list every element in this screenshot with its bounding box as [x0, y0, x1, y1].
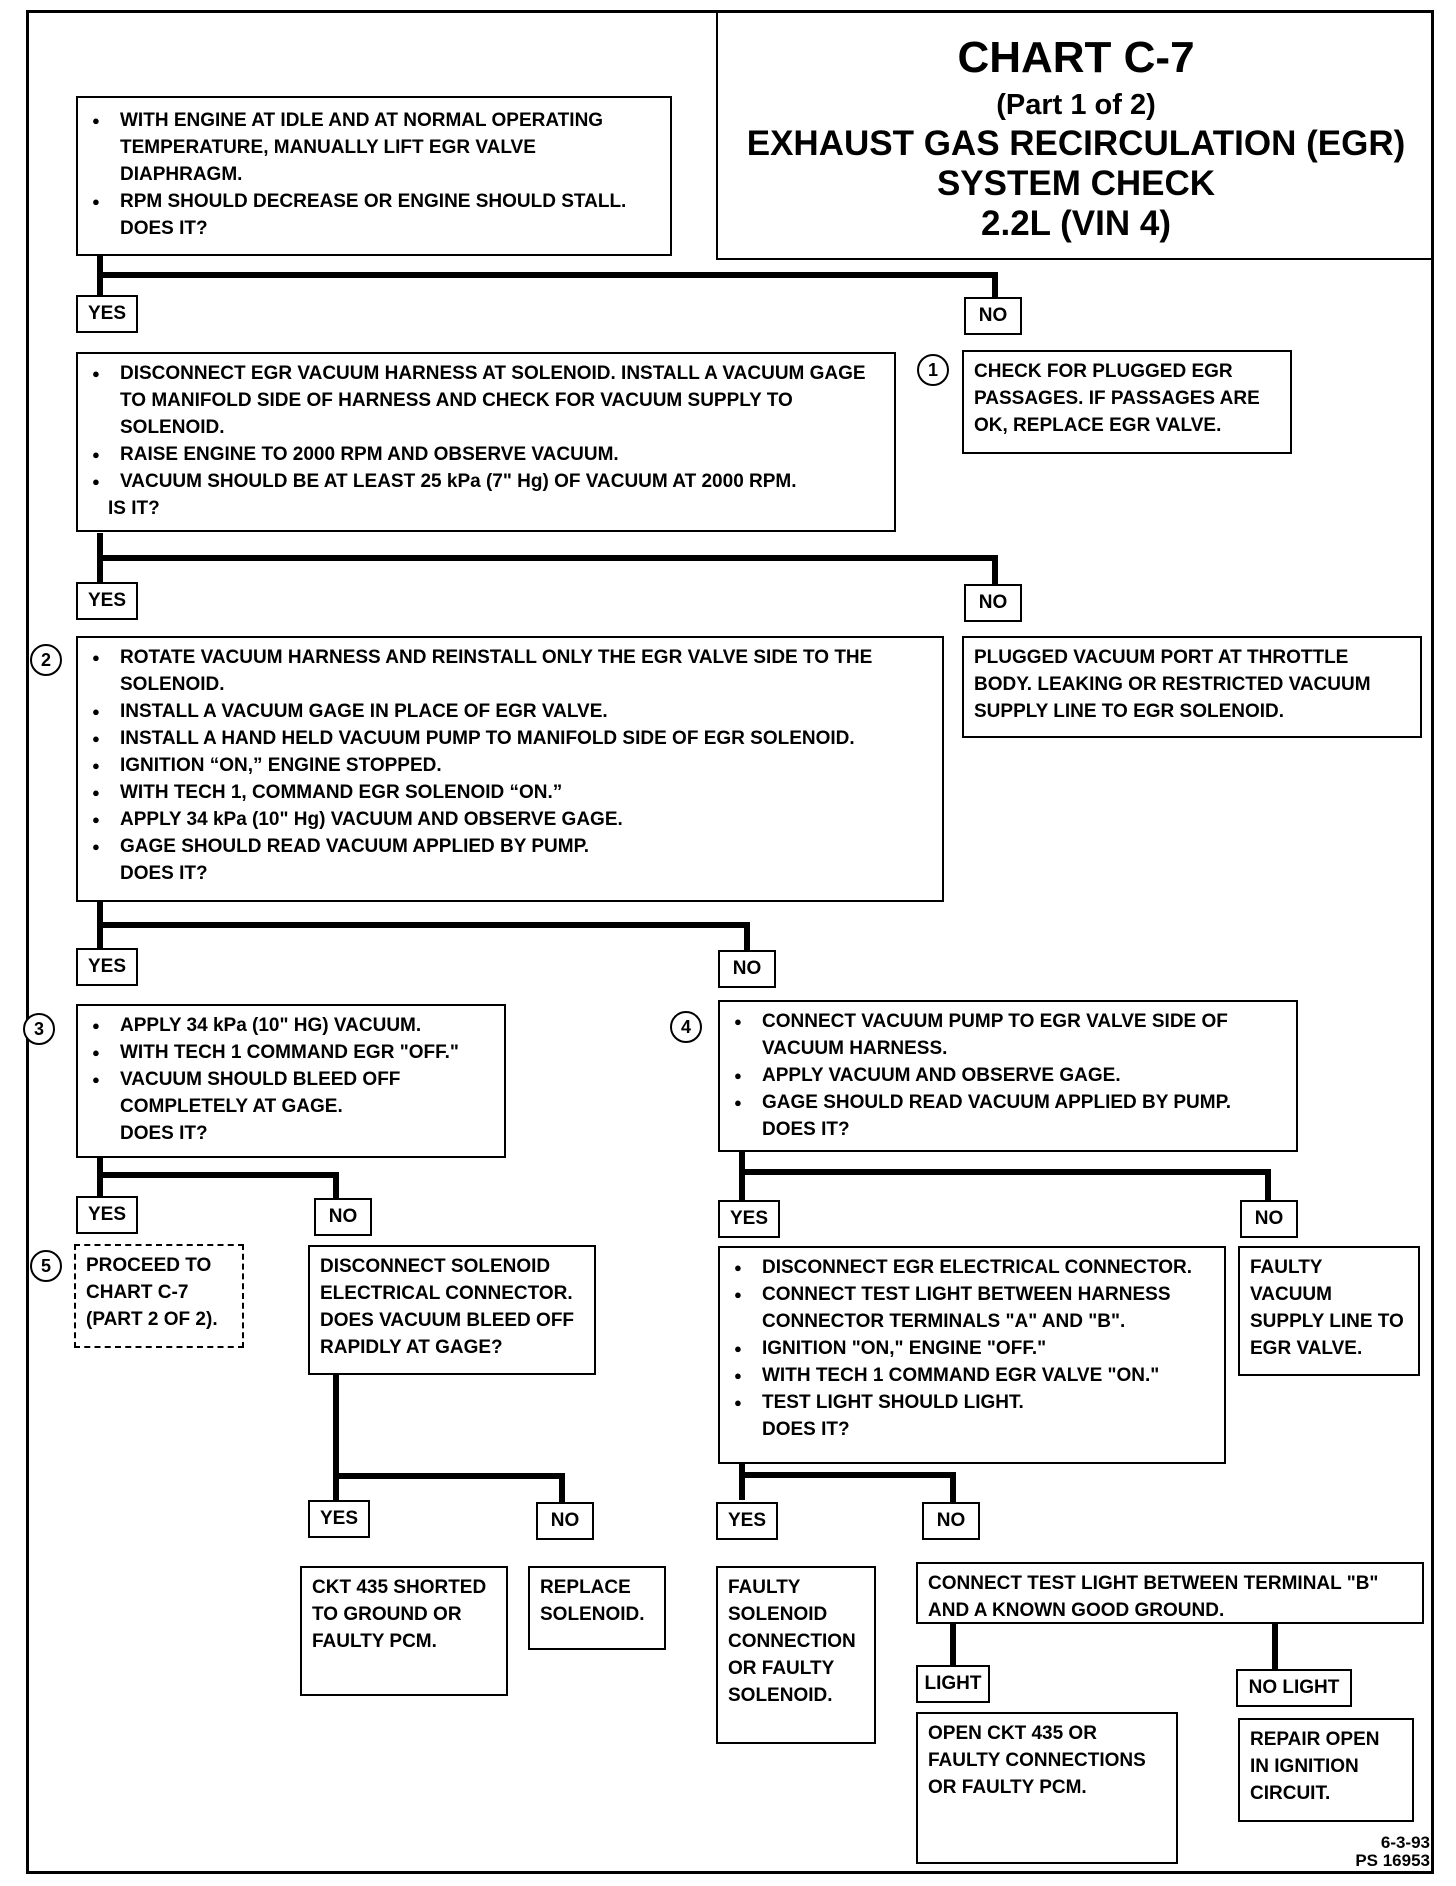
result-text: OPEN CKT 435 OR FAULTY CONNECTIONS OR FAULTY PCM. [928, 1723, 1146, 1798]
result-text: FAULTY VACUUM SUPPLY LINE TO EGR VALVE. [1250, 1257, 1404, 1359]
step-test-light-harness [718, 1246, 1226, 1464]
step-item: ● APPLY 34 kPa (10" Hg) VACUUM AND OBSERVE GAGE. [88, 806, 932, 833]
chart-title-line3: 2.2L (VIN 4) [981, 204, 1171, 243]
step-item: ● CONNECT VACUUM PUMP TO EGR VALVE SIDE OF VACUUM HARNESS. [730, 1008, 1286, 1062]
footer-date: 6-3-93 [1380, 1833, 1430, 1852]
step-item: ● RPM SHOULD DECREASE OR ENGINE SHOULD STALL. [88, 188, 660, 215]
connector-s8 [742, 1464, 953, 1502]
connector-s4 [100, 1156, 336, 1200]
connector-s13 [953, 1622, 1275, 1673]
step-item: ● TEST LIGHT SHOULD LIGHT. [730, 1389, 1214, 1416]
step-item: ● IGNITION "ON," ENGINE "OFF." [730, 1335, 1214, 1362]
step-item: ● INSTALL A HAND HELD VACUUM PUMP TO MANIFOLD SIDE OF EGR SOLENOID. [88, 725, 932, 752]
step-item: ● CONNECT TEST LIGHT BETWEEN HARNESS CONNECTOR TERMINALS "A" AND "B". [730, 1281, 1214, 1335]
step-question: DOES IT? [762, 1419, 850, 1440]
step-item: ● APPLY VACUUM AND OBSERVE GAGE. [730, 1062, 1286, 1089]
result-faulty-solenoid-connection [716, 1566, 876, 1744]
step-item: ● DISCONNECT EGR ELECTRICAL CONNECTOR. [730, 1254, 1214, 1281]
result-faulty-vacuum-supply-line [1238, 1246, 1420, 1376]
branch-no-label: NO [964, 584, 1022, 622]
result-text: CKT 435 SHORTED TO GROUND OR FAULTY PCM. [312, 1577, 487, 1652]
result-check-plugged-egr-passages [962, 350, 1292, 454]
step-item: ● ROTATE VACUUM HARNESS AND REINSTALL ONLY THE EGR VALVE SIDE TO THE SOLENOID. [88, 644, 932, 698]
branch-no-label: NO [922, 1502, 980, 1540]
note-number-2: 2 [30, 644, 62, 676]
branch-light-label: LIGHT [916, 1665, 990, 1703]
result-text: REPLACE SOLENOID. [540, 1577, 645, 1625]
branch-no-label: NO [964, 297, 1022, 335]
document-footer [1330, 1834, 1430, 1870]
step-question: DOES IT? [762, 1119, 850, 1140]
step-question: DOES IT? [120, 1123, 208, 1144]
branch-no-light-label: NO LIGHT [1236, 1669, 1352, 1707]
step-item: ● WITH ENGINE AT IDLE AND AT NORMAL OPERATING TEMPERATURE, MANUALLY LIFT EGR VALVE DIAPHRAGM. [88, 107, 660, 188]
step-text: CONNECT TEST LIGHT BETWEEN TERMINAL "B" AND A KNOWN GOOD GROUND. [928, 1573, 1379, 1621]
chart-title-line1: EXHAUST GAS RECIRCULATION (EGR) [746, 124, 1406, 163]
result-text: REPAIR OPEN IN IGNITION CIRCUIT. [1250, 1729, 1380, 1804]
step-item: ● DISCONNECT EGR VACUUM HARNESS AT SOLENOID. INSTALL A VACUUM GAGE TO MANIFOLD SIDE OF HARNESS AND CHECK FOR VACUUM SUPPLY TO SOLENOID. [88, 360, 884, 441]
step-item: ● WITH TECH 1 COMMAND EGR VALVE "ON." [730, 1362, 1214, 1389]
connector-s1 [100, 255, 995, 305]
step-item: ● INSTALL A VACUUM GAGE IN PLACE OF EGR VALVE. [88, 698, 932, 725]
step-question: DOES IT? [120, 863, 208, 884]
branch-no-label: NO [536, 1502, 594, 1540]
step-idle-egr-lift [76, 96, 672, 256]
step-item: ● APPLY 34 kPa (10" HG) VACUUM. [88, 1012, 494, 1039]
result-ckt-435-shorted [300, 1566, 508, 1696]
step-question: DOES IT? [120, 218, 208, 239]
branch-yes-label: YES [308, 1500, 370, 1538]
result-repair-open-ignition [1238, 1718, 1414, 1822]
branch-no-label: NO [314, 1198, 372, 1236]
branch-yes-label: YES [76, 582, 138, 620]
result-open-ckt-435 [916, 1712, 1178, 1864]
result-text: CHECK FOR PLUGGED EGR PASSAGES. IF PASSAGES ARE OK, REPLACE EGR VALVE. [974, 361, 1260, 436]
result-text: FAULTY SOLENOID CONNECTION OR FAULTY SOLENOID. [728, 1577, 856, 1706]
footer-code: PS 16953 [1355, 1851, 1430, 1870]
note-number-1: 1 [917, 354, 949, 386]
step-disconnect-solenoid-connector [308, 1245, 596, 1375]
result-text: PLUGGED VACUUM PORT AT THROTTLE BODY. LEAKING OR RESTRICTED VACUUM SUPPLY LINE TO EGR SOLENOID. [974, 647, 1371, 722]
branch-yes-label: YES [716, 1502, 778, 1540]
branch-no-label: NO [718, 950, 776, 988]
step-item: ● GAGE SHOULD READ VACUUM APPLIED BY PUMP. [730, 1089, 1286, 1116]
chart-part: (Part 1 of 2) [996, 89, 1156, 121]
branch-yes-label: YES [718, 1200, 780, 1238]
step-item: ● WITH TECH 1 COMMAND EGR "OFF." [88, 1039, 494, 1066]
step-check-vacuum-supply [76, 352, 896, 532]
result-text: PROCEED TO CHART C-7 (PART 2 OF 2). [86, 1255, 218, 1330]
chart-title-line2: SYSTEM CHECK [936, 164, 1216, 203]
step-item: ● WITH TECH 1, COMMAND EGR SOLENOID “ON.” [88, 779, 932, 806]
connector-s5 [742, 1151, 1268, 1205]
step-item: ● GAGE SHOULD READ VACUUM APPLIED BY PUMP. [88, 833, 932, 860]
branch-no-label: NO [1240, 1200, 1298, 1238]
note-number-3: 3 [23, 1013, 55, 1045]
step-item: ● RAISE ENGINE TO 2000 RPM AND OBSERVE VACUUM. [88, 441, 884, 468]
branch-yes-label: YES [76, 1196, 138, 1234]
step-vacuum-bleed-off [76, 1004, 506, 1158]
note-number-5: 5 [30, 1250, 62, 1282]
connector-s3 [100, 902, 747, 952]
step-item: ● VACUUM SHOULD BE AT LEAST 25 kPa (7" Hg) OF VACUUM AT 2000 RPM. [88, 468, 884, 495]
step-solenoid-vacuum-test [76, 636, 944, 902]
note-number-4: 4 [670, 1011, 702, 1043]
step-text: DISCONNECT SOLENOID ELECTRICAL CONNECTOR. DOES VACUUM BLEED OFF RAPIDLY AT GAGE? [320, 1256, 575, 1358]
connector-s7 [336, 1374, 562, 1502]
chart-number: CHART C-7 [957, 33, 1195, 82]
step-question: IS IT? [108, 498, 160, 519]
step-egr-valve-side-vacuum [718, 1000, 1298, 1152]
connector-s2 [100, 533, 995, 590]
result-replace-solenoid [528, 1566, 666, 1650]
step-item: ● IGNITION “ON,” ENGINE STOPPED. [88, 752, 932, 779]
branch-yes-label: YES [76, 948, 138, 986]
step-item: ● VACUUM SHOULD BLEED OFF COMPLETELY AT GAGE. [88, 1066, 494, 1120]
chart-title-block [716, 10, 1434, 260]
result-plugged-vacuum-port [962, 636, 1422, 738]
step-test-light-terminal-b [916, 1562, 1424, 1624]
branch-yes-label: YES [76, 295, 138, 333]
step-proceed-part-2 [74, 1244, 244, 1348]
